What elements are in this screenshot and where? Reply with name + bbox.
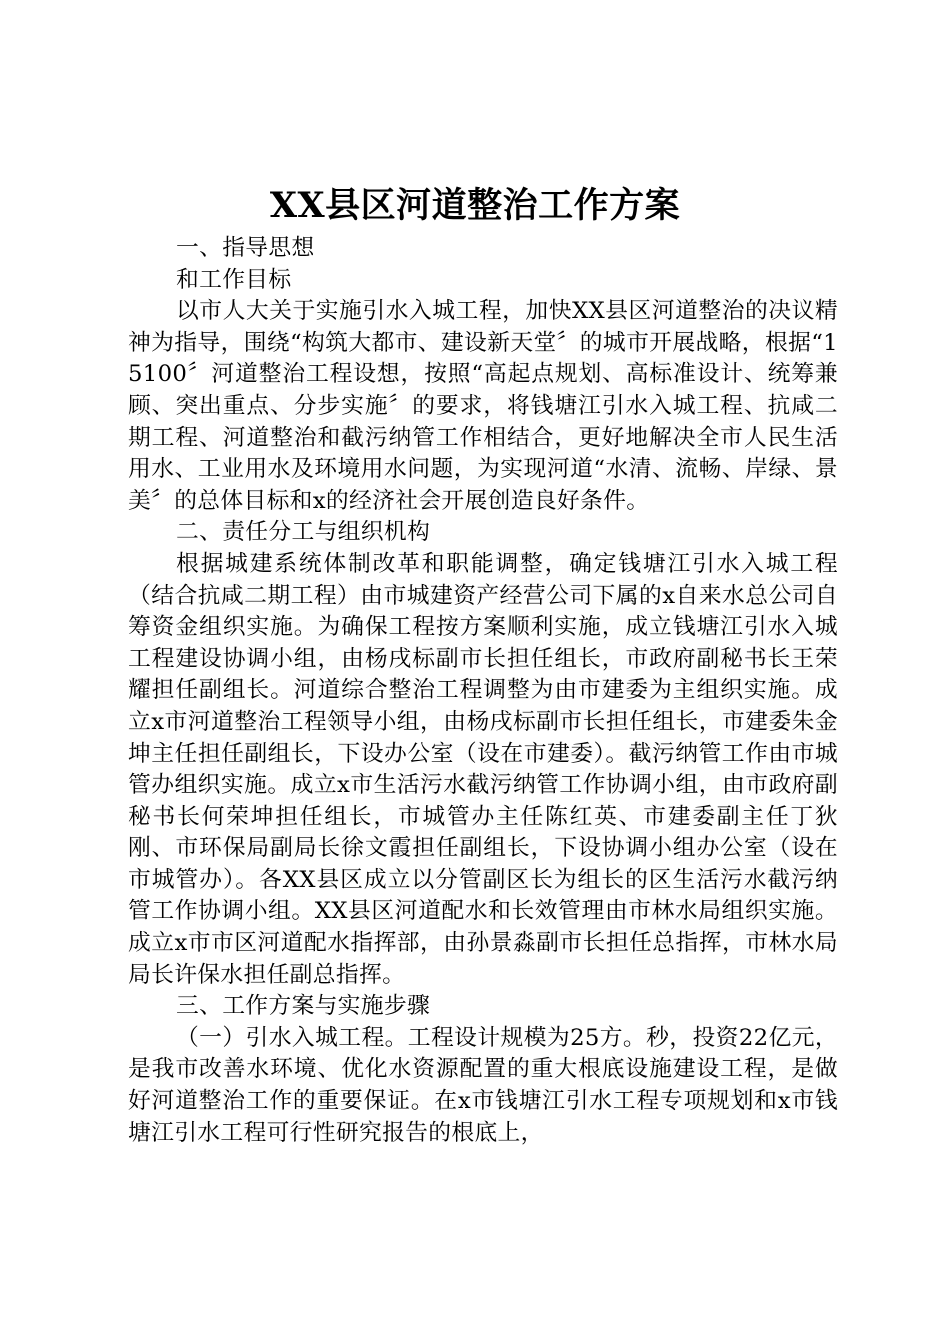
document-title: XX县区河道整治工作方案 — [269, 185, 681, 226]
paragraph-responsibility: 根据城建系统体制改革和职能调整，确定钱塘江引水入城工程（结合抗咸二期工程）由市城建资产经营公司下属的x自来水总公司自筹资金组织实施。为确保工程按方案顺利实施，成立钱塘江引水入城工程建设协调小组，由杨戌标副市长担任组长，市政府副秘书长王荣耀担任副组长。河道综合整治工程调整为由市建委为主组织实施。成立x市河道整治工程领导小组，由杨戌标副市长担任组长，市建委朱金坤主任担任副组长，下设办公室（设在市建委）。截污纳管工作由市城管办组织实施。成立x市生活污水截污纳管工作协调小组，由市政府副秘书长何荣坤担任组长，市城管办主任陈红英、市建委副主任丁狄刚、市环保局副局长徐文霞担任副组长，下设协调小组办公室（设在市城管办）。各XX县区成立以分管副区长为组长的区生活污水截污纳管工作协调小组。XX县区河道配水和长效管理由市林水局组织实施。成立x市市区河道配水指挥部，由孙景淼副市长担任总指挥，市林水局局长许保水担任副总指挥。 — [128, 550, 839, 988]
section-heading-1: 一、指导思想 — [176, 235, 315, 261]
section-heading-1-continued: 和工作目标 — [176, 266, 292, 293]
paragraph-guiding-ideology: 以市人大关于实施引水入城工程，加快XX县区河道整治的决议精神为指导，围绕“构筑大都市、建设新天堂〞的城市开展战略，根据“15100〞河道整治工程设想，按照“高起点规划、高标准设计、统筹兼顾、突出重点、分步实施〞的要求，将钱塘江引水入城工程、抗咸二期工程、河道整治和截污纳管工作相结合，更好地解决全市人民生活用水、工业用水及环境用水问题，为实现河道“水清、流畅、岸绿、景美〞的总体目标和x的经济社会开展创造良好条件。 — [128, 298, 838, 514]
section-heading-2: 二、责任分工与组织机构 — [176, 519, 431, 546]
document-body — [128, 233, 838, 1149]
section-heading-3: 三、工作方案与实施步骤 — [176, 993, 431, 1020]
paragraph-water-diversion: （一）引水入城工程。工程设计规模为25方。秒，投资22亿元，是我市改善水环境、优化水资源配置的重大根底设施建设工程，是做好河道整治工作的重要保证。在x市钱塘江引水工程专项规划和x市钱塘江引水工程可行性研究报告的根底上， — [128, 1024, 838, 1146]
